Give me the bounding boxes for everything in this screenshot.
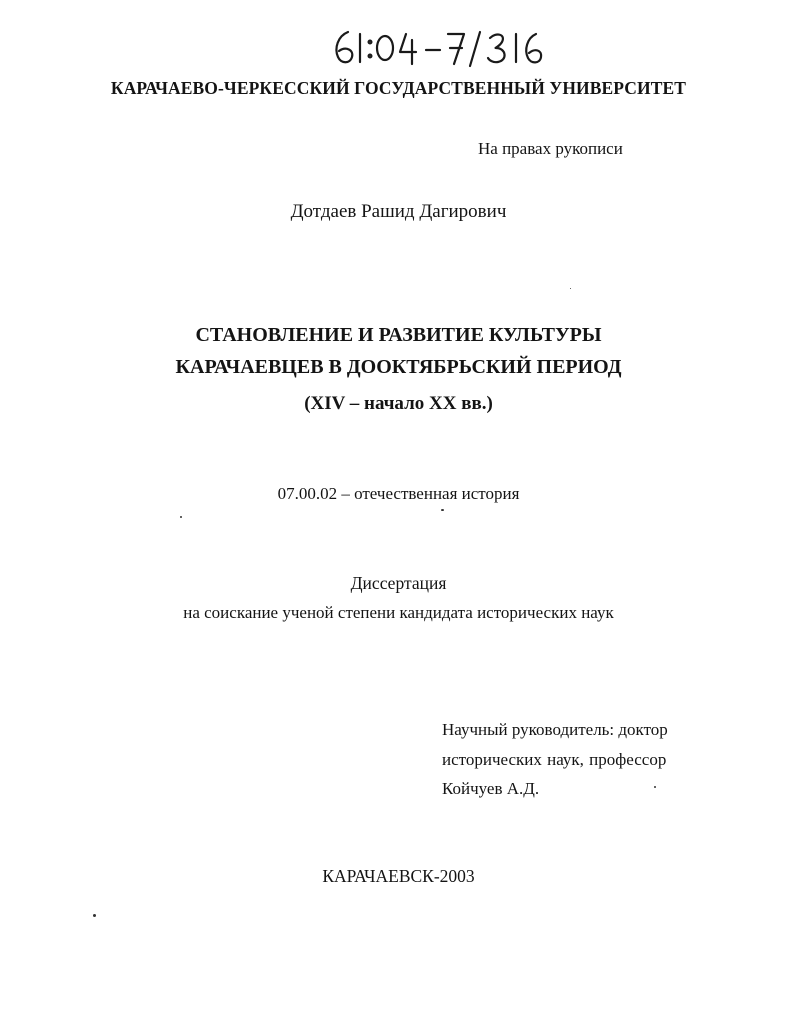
supervisor-line-2: исторических наук, профессор <box>442 750 667 769</box>
scan-speck <box>654 786 656 788</box>
handwritten-archive-code <box>330 26 570 70</box>
dissertation-label: Диссертация <box>350 573 447 593</box>
university-name: КАРАЧАЕВО-ЧЕРКЕССКИЙ ГОСУДАРСТВЕННЫЙ УНИВЕРСИТЕТ <box>110 78 687 98</box>
rights-note: На правах рукописи <box>478 139 623 158</box>
thesis-title-line-1: СТАНОВЛЕНИЕ И РАЗВИТИЕ КУЛЬТУРЫ <box>195 324 602 346</box>
scan-speck <box>570 288 571 289</box>
handwritten-code-drawing <box>330 26 570 70</box>
supervisor-line-3: Койчуев А.Д. <box>442 779 540 798</box>
thesis-title-line-3: (XIV – начало XX вв.) <box>304 393 493 414</box>
city-year: КАРАЧАЕВСК-2003 <box>322 866 475 886</box>
scan-speck <box>180 516 182 518</box>
supervisor-line-1: Научный руководитель: доктор <box>442 720 668 739</box>
specialty-code: 07.00.02 – отечественная история <box>277 484 520 503</box>
degree-line: на соискание ученой степени кандидата исторических наук <box>183 603 614 622</box>
scan-speck <box>93 914 96 917</box>
scan-speck <box>441 509 444 511</box>
thesis-title-line-2: КАРАЧАЕВЦЕВ В ДООКТЯБРЬСКИЙ ПЕРИОД <box>175 356 622 378</box>
author-name: Дотдаев Рашид Дагирович <box>290 201 507 222</box>
